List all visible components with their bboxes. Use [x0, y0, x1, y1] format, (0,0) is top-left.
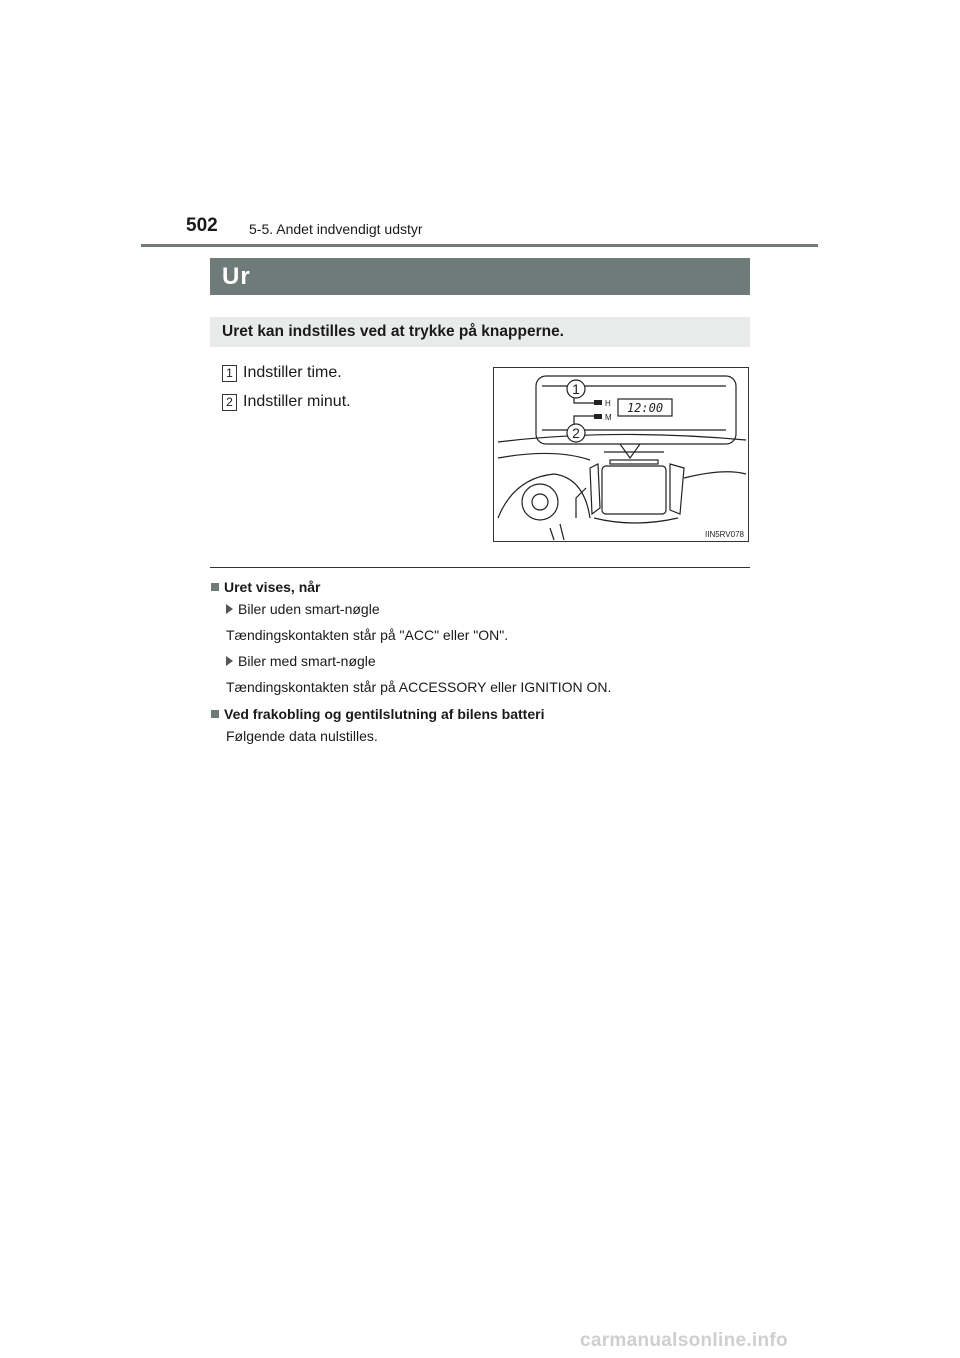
heading-square-icon	[211, 583, 219, 591]
step-number-1: 1	[222, 365, 237, 382]
dashboard-illustration	[493, 367, 749, 542]
triangle-bullet-icon	[226, 656, 233, 666]
step-number-2: 2	[222, 394, 237, 411]
minute-button-label: M	[605, 413, 612, 422]
step-text-2: Indstiller minut.	[243, 393, 351, 410]
clock-display: 12:00	[626, 401, 664, 415]
triangle-bullet-icon	[226, 604, 233, 614]
note-heading-2: Ved frakobling og gentilslutning af bilens batteri	[224, 706, 545, 722]
section-subtitle: Uret kan indstilles ved at trykke på knapperne.	[210, 317, 750, 347]
callout-2-label: 2	[572, 425, 580, 441]
heading-square-icon	[211, 710, 219, 718]
watermark: carmanualsonline.info	[580, 1330, 788, 1351]
step-text-1: Indstiller time.	[243, 364, 342, 381]
note-item-1-text: Tændingskontakten står på "ACC" eller "ON".	[226, 627, 509, 643]
note-heading-2-text: Følgende data nulstilles.	[226, 728, 378, 744]
note-item-2-label: Biler med smart-nøgle	[238, 653, 376, 669]
note-item-1-label: Biler uden smart-nøgle	[238, 601, 380, 617]
note-item-2-text: Tændingskontakten står på ACCESSORY eller IGNITION ON.	[226, 679, 612, 695]
illustration-code: IIN5RV078	[705, 530, 744, 539]
note-heading-1: Uret vises, når	[224, 579, 321, 595]
callout-1-label: 1	[572, 381, 580, 397]
page-title: Ur	[210, 258, 750, 295]
hour-button-label: H	[605, 399, 611, 408]
page-number: 502	[186, 215, 218, 236]
section-label: 5-5. Andet indvendigt udstyr	[249, 221, 423, 237]
header-rule	[141, 244, 818, 247]
section-divider	[210, 567, 750, 568]
